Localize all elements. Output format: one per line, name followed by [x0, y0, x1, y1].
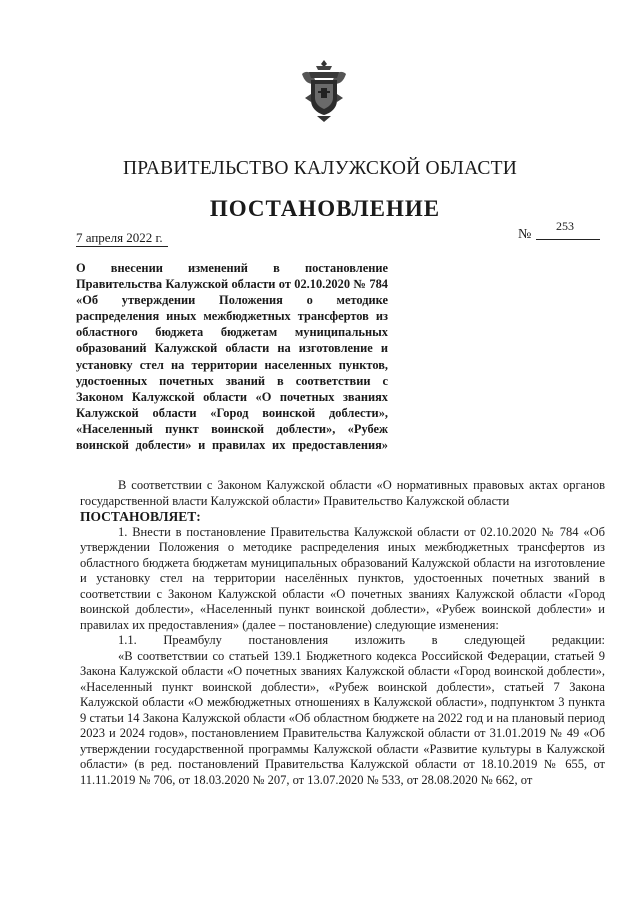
document-type-title: ПОСТАНОВЛЕНИЕ — [209, 196, 441, 221]
document-subject: О внесении изменений в постановление Правительства Калужской области от 02.10.2020 № 784 «Об утверждении Положения о методике распределения иных межбюджетных трансфертов из областного бюджета бюджетам муниципальных образований Калужской области на изготовление и установку стел на территории населенных пунктов, удостоенных почетных званий в соответствии с Законом Калужской области «О почетных званиях Калужской области «Город воинской доблести», «Населенный пункт воинской доблести», «Рубеж воинской доблести» и правилах их предоставления» — [76, 261, 388, 453]
coat-of-arms-icon — [297, 58, 351, 124]
government-name: ПРАВИТЕЛЬСТВО КАЛУЖСКОЙ ОБЛАСТИ — [123, 158, 517, 179]
number-label: № — [518, 227, 532, 242]
document-number: 253 — [556, 219, 574, 233]
document-date: 7 апреля 2022 г. — [76, 230, 163, 245]
item-1-1-paragraph: 1.1. Преамбулу постановления изложить в следующей редакции: — [118, 633, 605, 647]
number-underline — [536, 239, 600, 240]
decree-keyword: ПОСТАНОВЛЯЕТ: — [80, 509, 201, 524]
intro-paragraph: В соответствии с Законом Калужской области «О нормативных правовых актах органов государственной власти Калужской области» Правительство Калужской области — [80, 478, 605, 508]
document-body — [80, 478, 605, 788]
date-underline — [76, 246, 168, 247]
quoted-preamble: «В соответствии со статьей 139.1 Бюджетного кодекса Российской Федерации, статьей 9 Закона Калужской области «О почетных званиях Калужской области «Город воинской доблести», «Населенный пункт воинской доблести», «Рубеж воинской доблести», статьей 7 Закона Калужской области «О межбюджетных отношениях в Калужской области», подпунктом 3 пункта 9 статьи 14 Закона Калужской области «Об областном бюджете на 2022 год и на плановый период 2023 и 2024 годов», постановлением Правительства Калужской области от 31.01.2019 № 49 «Об утверждении государственной программы Калужской области «Развитие культуры в Калужской области» (в ред. постановлений Правительства Калужской области от 18.10.2019 № 655, от 11.11.2019 № 706, от 18.03.2020 № 207, от 13.07.2020 № 533, от 28.08.2020 № 662, от — [80, 648, 605, 787]
item-1-paragraph: 1. Внести в постановление Правительства Калужской области от 02.10.2020 № 784 «Об утверждении Положения о методике распределения иных межбюджетных трансфертов из областного бюджета бюджетам муниципальных образований Калужской области на изготовление и установку стел на территории населённых пунктов, удостоенных почетных званий в соответствии с Законом Калужской области «О почетных званиях Калужской области «Город воинской доблести», «Населенный пункт воинской доблести», «Рубеж воинской доблести» и правилах их предоставления» (далее – постановление) следующие изменения: — [80, 524, 605, 632]
